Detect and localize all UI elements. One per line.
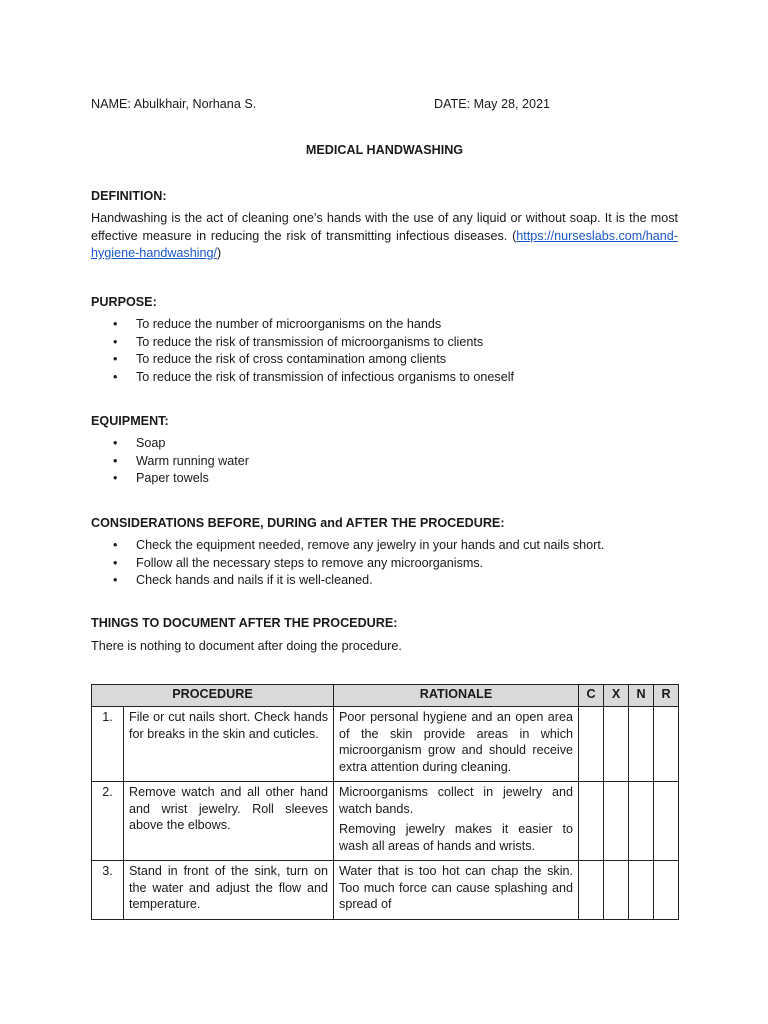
procedure-cell: File or cut nails short. Check hands for breaks in the skin and cuticles. — [124, 707, 334, 782]
c-checkbox-cell[interactable] — [579, 861, 604, 920]
header-row — [91, 96, 678, 114]
list-item: • Soap — [91, 435, 678, 453]
list-item: • To reduce the number of microorganisms on the hands — [91, 316, 678, 334]
student-name: NAME: Abulkhair, Norhana S. — [91, 97, 257, 111]
r-checkbox-cell[interactable] — [654, 782, 679, 861]
step-number: 3. — [92, 861, 124, 920]
rationale-cell: Water that is too hot can chap the skin. Too much force can cause splashing and spread of — [334, 861, 579, 920]
n-checkbox-cell[interactable] — [629, 782, 654, 861]
document-text: There is nothing to document after doing the procedure. — [91, 639, 402, 653]
procedure-cell: Remove watch and all other hand and wrist jewelry. Roll sleeves above the elbows. — [124, 782, 334, 861]
table-row — [92, 707, 679, 782]
list-item: • Check the equipment needed, remove any jewelry in your hands and cut nails short. — [91, 537, 678, 555]
c-checkbox-cell[interactable] — [579, 707, 604, 782]
list-item: • To reduce the risk of transmission of microorganisms to clients — [91, 334, 678, 352]
list-item: • Warm running water — [91, 453, 678, 471]
bullet-icon: • — [113, 471, 118, 485]
x-checkbox-cell[interactable] — [604, 861, 629, 920]
list-item: • To reduce the risk of cross contamination among clients — [91, 351, 678, 369]
considerations-list — [91, 537, 678, 590]
equipment-list — [91, 435, 678, 488]
r-column-header: R — [654, 685, 679, 707]
list-item: • Check hands and nails if it is well-cleaned. — [91, 572, 678, 590]
bullet-icon: • — [113, 538, 118, 552]
document-date: DATE: May 28, 2021 — [434, 97, 550, 111]
document-title: MEDICAL HANDWASHING — [305, 143, 464, 157]
purpose-heading: PURPOSE: — [91, 295, 157, 309]
table-row — [92, 782, 679, 861]
equipment-heading: EQUIPMENT: — [91, 414, 169, 428]
bullet-icon: • — [113, 453, 118, 468]
bullet-icon: • — [113, 436, 118, 450]
procedure-column-header: PROCEDURE — [92, 685, 334, 707]
bullet-icon: • — [113, 573, 118, 587]
bullet-icon: • — [113, 555, 118, 570]
bullet-icon: • — [113, 352, 118, 366]
rationale-cell: Microorganisms collect in jewelry and watch bands. Removing jewelry makes it easier to wash all areas of hands and wrists. — [334, 782, 579, 861]
r-checkbox-cell[interactable] — [654, 861, 679, 920]
n-checkbox-cell[interactable] — [629, 861, 654, 920]
x-column-header: X — [604, 685, 629, 707]
document-heading: THINGS TO DOCUMENT AFTER THE PROCEDURE: — [91, 616, 398, 630]
table-row — [92, 861, 679, 920]
step-number: 1. — [92, 707, 124, 782]
list-item: • To reduce the risk of transmission of infectious organisms to oneself — [91, 369, 678, 387]
rationale-cell: Poor personal hygiene and an open area of the skin provide areas in which microorganism grow and should receive extra attention during cleaning. — [334, 707, 579, 782]
definition-text: Handwashing is the act of cleaning one’s hands with the use of any liquid or without soap. It is the most effective measure in reducing the risk of transmitting infectious diseases. (https://nurseslabs.com/hand-hygiene-handwashing/) — [91, 211, 678, 260]
procedure-cell: Stand in front of the sink, turn on the water and adjust the flow and temperature. — [124, 861, 334, 920]
list-item: • Follow all the necessary steps to remove any microorganisms. — [91, 555, 678, 573]
n-checkbox-cell[interactable] — [629, 707, 654, 782]
rationale-column-header: RATIONALE — [334, 685, 579, 707]
x-checkbox-cell[interactable] — [604, 782, 629, 861]
reference-link[interactable]: https://nurseslabs.com/hand-hygiene-handwashing/ — [91, 228, 678, 260]
bullet-icon: • — [113, 334, 118, 349]
list-item: • Paper towels — [91, 470, 678, 488]
procedure-table — [91, 684, 679, 920]
bullet-icon: • — [113, 317, 118, 331]
step-number: 2. — [92, 782, 124, 861]
x-checkbox-cell[interactable] — [604, 707, 629, 782]
purpose-list — [91, 316, 678, 386]
definition-heading: DEFINITION: — [91, 189, 167, 203]
n-column-header: N — [629, 685, 654, 707]
c-checkbox-cell[interactable] — [579, 782, 604, 861]
considerations-heading: CONSIDERATIONS BEFORE, DURING and AFTER THE PROCEDURE: — [91, 516, 505, 530]
r-checkbox-cell[interactable] — [654, 707, 679, 782]
c-column-header: C — [579, 685, 604, 707]
table-header-row — [92, 685, 679, 707]
bullet-icon: • — [113, 369, 118, 384]
